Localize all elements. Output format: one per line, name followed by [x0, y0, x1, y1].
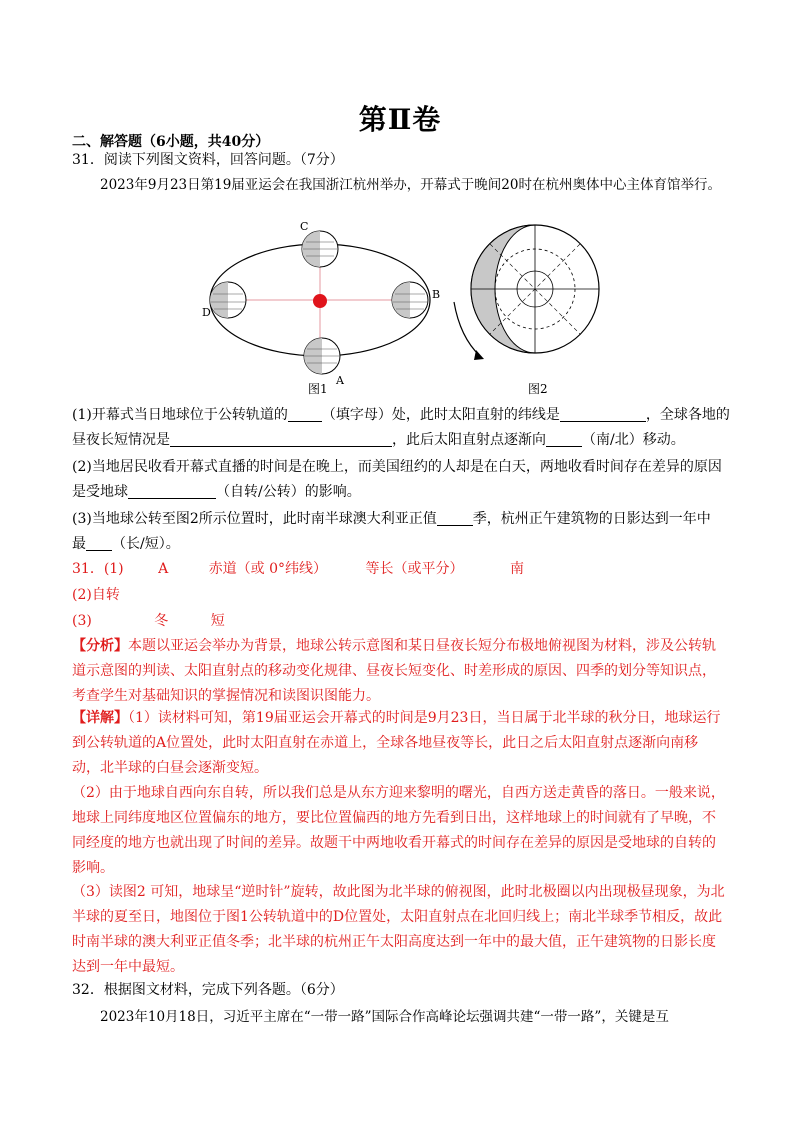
subquestion-1-line-2: 昼夜长短情况是 ，此后太阳直射点逐渐向 （南/北）移动。 — [72, 432, 685, 448]
question-31-material: 2023年9月23日第19届亚运会在我国浙江杭州举办，开幕式于晚间20时在杭州奥体中心主体育馆举行。 — [100, 177, 721, 193]
label-b: B — [432, 288, 441, 301]
analysis-block: 【分析】本题以亚运会举办为背景，地球公转示意图和某日昼夜长短分布极地俯视图为材料，涉及公转轨道示意图的判读、太阳直射点的移动变化规律、昼夜长短变化、时差形成的原因、四季的划分等知识点，考查学生对基础知识的掌握情况和读图识图能力。 — [72, 638, 716, 704]
earth-icon-d — [210, 282, 246, 318]
answer-3-row: (3) 冬 短 — [72, 610, 225, 632]
label-a: A — [336, 374, 344, 387]
blank-4 — [546, 430, 582, 447]
question-32-material: 2023年10月18日，习近平主席在“一带一路”国际合作高峰论坛强调共建“一带一路”，关键是互 — [100, 1009, 669, 1025]
answer-3-value-1: 冬 — [154, 613, 169, 629]
answer-3-value-2: 短 — [210, 613, 225, 629]
question-32-stem: 32．根据图文材料，完成下列各题。（6分） — [72, 982, 344, 998]
detail-block-3: （3）读图2 可知，地球呈“逆时针”旋转，故此图为北半球的俯视图，此时北极圈以内出现极昼现象，为北半球的夏至日，地图位于图1公转轨道中的D位置处，太阳直射点在北回归线上；南北半球季节相反，故此时南半球的澳大利亚正值冬季；北半球的杭州正午太阳高度达到一年中的最大值，正午建筑物的日影长度达到一年中最短。 — [72, 884, 725, 975]
answer-1-value-4: 南 — [509, 561, 524, 577]
figure-2-polar-view — [448, 222, 608, 372]
answer-1-row: 31．(1) A 赤道（或 0°纬线） 等长（或平分） 南 — [72, 558, 524, 580]
blank-5 — [128, 482, 216, 499]
figure-1-caption: 图1 — [308, 382, 328, 396]
label-c: C — [300, 220, 309, 233]
blank-1 — [288, 405, 322, 422]
detail-block-2: （2）由于地球自西向东自转，所以我们总是从东方迎来黎明的曙光，自西方送走黄昏的落日。一般来说，地球上同纬度地区位置偏东的地方，要比位置偏西的地方先看到日出，这样地球上的时间就有了早晚，不同经度的地方也就出现了时间的差异。故题干中两地收看开幕式的时间存在差异的原因是受地球的自转的影响。 — [72, 785, 725, 876]
label-d: D — [202, 306, 211, 319]
earth-icon-a — [304, 338, 340, 374]
figure-1-orbit-diagram — [196, 218, 446, 398]
earth-icon-c — [302, 231, 338, 267]
subquestion-2-line-2: 是受地球 （自转/公转）的影响。 — [72, 484, 361, 500]
earth-icon-b — [392, 282, 428, 318]
blank-7 — [86, 534, 112, 551]
answer-1-value-3: 等长（或平分） — [365, 561, 464, 577]
subquestion-3-line-1: (3)当地球公转至图2所示位置时，此时南半球澳大利亚正值 季，杭州正午建筑物的日影达到一年中 — [72, 511, 711, 527]
answer-2-row: (2)自转 — [72, 587, 120, 603]
answer-1-value-2: 赤道（或 0°纬线） — [208, 561, 328, 577]
figure-2-caption: 图2 — [528, 382, 548, 396]
subquestion-1-line-1: (1)开幕式当日地球位于公转轨道的 （填字母）处，此时太阳直射的纬线是 ，全球各地的 — [72, 407, 730, 423]
section-heading: 二、解答题（6小题，共40分） — [72, 134, 270, 150]
blank-6 — [437, 509, 473, 526]
question-31-stem: 31．阅读下列图文资料，回答问题。（7分） — [72, 152, 344, 168]
blank-2 — [560, 405, 646, 422]
detail-block-1: 【详解】（1）读材料可知，第19届亚运会开幕式的时间是9月23日，当日属于北半球的秋分日，地球运行到公转轨道的A位置处，此时太阳直射在赤道上，全球各地昼夜等长，此日之后太阳直射点逐渐向南移动，北半球的白昼会逐渐变短。 — [72, 710, 721, 776]
page-title: 第Ⅱ卷 — [358, 103, 442, 136]
sun-icon — [313, 294, 327, 308]
subquestion-2-line-1: (2)当地居民收看开幕式直播的时间是在晚上，而美国纽约的人却是在白天，两地收看时间存在差异的原因 — [72, 459, 722, 475]
blank-3 — [170, 430, 392, 447]
subquestion-3-line-2: 最 （长/短）。 — [72, 536, 180, 552]
answer-1-value-1: A — [158, 561, 169, 577]
